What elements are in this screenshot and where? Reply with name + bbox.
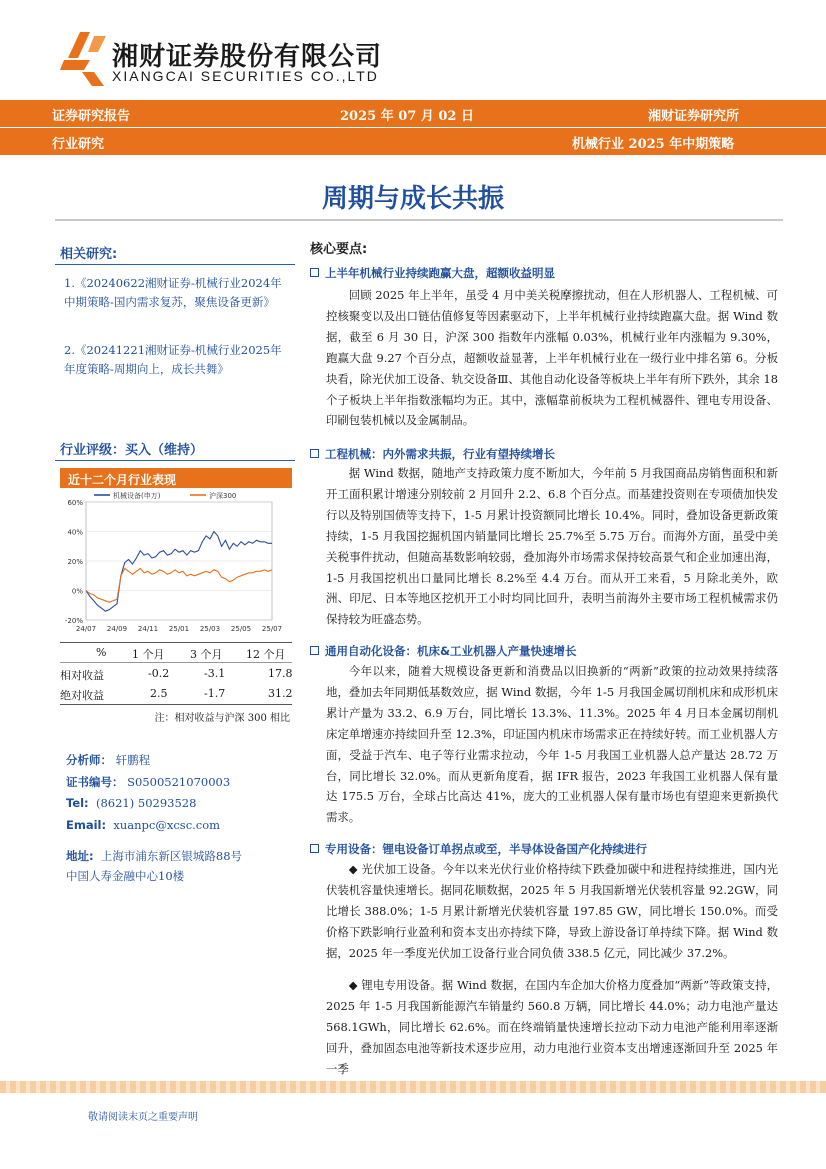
address-line-2: 中国人寿金融中心10楼 bbox=[66, 869, 185, 883]
checkbox-bullet-icon bbox=[310, 268, 319, 277]
series-line bbox=[86, 532, 272, 612]
row-value: 17.8 bbox=[268, 667, 293, 680]
row-label: 相对收益 bbox=[60, 669, 104, 682]
company-logo-icon bbox=[60, 30, 108, 88]
x-tick-label: 25/05 bbox=[230, 625, 252, 633]
row-value: 2.5 bbox=[150, 687, 168, 700]
analyst-name: 轩鹏程 bbox=[115, 753, 151, 767]
row-value: -1.7 bbox=[204, 687, 226, 700]
performance-chart bbox=[60, 488, 292, 638]
email-line bbox=[66, 818, 220, 832]
table-row bbox=[60, 665, 292, 683]
related-research-heading: 相关研究: bbox=[60, 247, 118, 262]
table-header-row bbox=[60, 644, 292, 662]
table-header-cell: 3 个月 bbox=[190, 648, 223, 661]
table-row bbox=[60, 685, 292, 703]
address-line-2-wrap bbox=[66, 868, 184, 884]
title-divider bbox=[55, 219, 783, 221]
legend-label: 机械设备(申万) bbox=[113, 492, 161, 500]
section-paragraph: 回顾 2025 年上半年，虽受 4 月中美关税摩擦扰动，但在人形机器人、工程机械、可控核聚变以及出口链估值修复等因素驱动下，上半年机械行业持续跑赢大盘。据 Wind 数据，截至 6 月 30 日，沪深 300 指数年内涨幅 0.03%，机械行业年内涨幅为 9.30%，跑赢大盘 9.27 个百分点，超额收益显著，上半年机械行业在一级行业中排名第 6。分板块看，除光伏加工设备、轨交设备Ⅲ、其他自动化设备等板块上半年有所下跌外，其余 18 个子板块上半年指数涨幅均为正。其中，涨幅靠前板块为工程机械器件、锂电专用设备、印刷包装机械以及金属制品。 bbox=[326, 288, 778, 428]
section-heading: 上半年机械行业持续跑赢大盘，超额收益明显 bbox=[310, 265, 555, 281]
tel-line bbox=[66, 796, 196, 810]
tel-number: (8621) 50293528 bbox=[95, 796, 197, 810]
table-note: 注：相对收益与沪深 300 相比 bbox=[154, 713, 290, 724]
table-mid-rule bbox=[60, 662, 292, 663]
row-label: 绝对收益 bbox=[60, 689, 104, 702]
y-tick-label: 60% bbox=[67, 499, 83, 507]
related-report-link[interactable]: 1.《20240622湘财证券-机械行业2024年中期策略-国内需求复苏，聚焦设备更新》 bbox=[64, 276, 282, 309]
tel-label: Tel: bbox=[66, 796, 89, 810]
rating-divider bbox=[55, 460, 295, 461]
x-tick-label: 24/11 bbox=[137, 625, 159, 633]
email-address[interactable]: xuanpc@xcsc.com bbox=[113, 818, 221, 832]
page-title: 周期与成长共振 bbox=[321, 184, 504, 214]
row-value: 31.2 bbox=[268, 687, 293, 700]
industry-rating: 行业评级：买入（维持） bbox=[60, 443, 204, 458]
core-points-heading: 核心要点: bbox=[310, 242, 368, 257]
institute-name: 湘财证券研究所 bbox=[648, 109, 740, 124]
footer-band bbox=[0, 1081, 826, 1093]
section-heading: 工程机械：内外需求共振，行业有望持续增长 bbox=[310, 446, 555, 462]
address-line bbox=[66, 848, 242, 864]
section-heading: 专用设备：锂电设备订单拐点或至，半导体设备国产化持续进行 bbox=[310, 841, 647, 857]
disclaimer-note: 敬请阅读末页之重要声明 bbox=[88, 1112, 198, 1123]
cert-number: S0500521070003 bbox=[127, 775, 231, 789]
checkbox-bullet-icon bbox=[310, 844, 319, 853]
legend-label: 沪深300 bbox=[209, 492, 237, 500]
related-research-divider bbox=[55, 264, 295, 265]
table-bottom-rule bbox=[60, 704, 292, 705]
report-type: 证券研究报告 bbox=[52, 109, 131, 124]
header-band-top bbox=[0, 100, 826, 127]
address-label: 地址: bbox=[66, 849, 94, 863]
section-paragraph: ◆ 光伏加工设备。今年以来光伏行业价格持续下跌叠加碳中和进程持续推进，国内光伏装机容量快速增长。据同花顺数据，2025 年 5 月我国新增光伏装机容量 92.2GW，同比增长 388.0%；1-5 月累计新增光伏装机容量 197.85 GW，同比增长 150.0%。而受价格下跌影响行业盈利和资本支出亦持续下降，导致上游设备订单持续下降。据 Wind 数据，2025 年一季度光伏加工设备行业合同负债 338.5 亿元，同比减少 37.2%。 bbox=[326, 862, 778, 960]
analyst-line bbox=[66, 752, 150, 768]
analyst-label: 分析师： bbox=[66, 753, 112, 767]
header-band-bottom bbox=[0, 128, 826, 155]
report-date: 2025 年 07 月 02 日 bbox=[340, 109, 474, 124]
report-category: 行业研究 bbox=[52, 137, 105, 152]
y-tick-label: 20% bbox=[67, 558, 83, 566]
table-top-rule bbox=[60, 642, 292, 643]
checkbox-bullet-icon bbox=[310, 646, 319, 655]
y-tick-label: 40% bbox=[67, 528, 83, 537]
row-value: -0.2 bbox=[148, 667, 170, 680]
x-tick-label: 24/09 bbox=[106, 625, 128, 633]
x-tick-label: 25/07 bbox=[261, 625, 283, 633]
table-header-cell: 1 个月 bbox=[132, 648, 165, 661]
series-line bbox=[86, 568, 272, 602]
company-name-cn: 湘财证券股份有限公司 bbox=[112, 42, 383, 72]
address-line-1: 上海市浦东新区银城路88号 bbox=[100, 849, 243, 863]
section-paragraph: 今年以来，随着大规模设备更新和消费品以旧换新的“两新”政策的拉动效果持续落地，叠加去年同期低基数效应，据 Wind 数据，今年 1-5 月我国金属切削机床和成形机床累计产量为 33.2、6.9 万台，同比增长 13.3%、11.3%。2025 年 4 月日本金属切削机床定单增速亦持续回升至 12.3%，印证国内机床市场需求正在持续好转。而工业机器人方面，受益于汽车、电子等行业需求拉动，今年 1-5 月我国工业机器人总产量达 28.72 万台，同比增长 32.0%。而从更新角度看，据 IFR 报告，2023 年我国工业机器人保有量达 175.5 万台，全球占比高达 41%，庞大的工业机器人保有量市场也有望迎来更新换代需求。 bbox=[326, 664, 778, 825]
related-report-link[interactable]: 2.《20241221湘财证券-机械行业2025年年度策略-周期向上，成长共舞》 bbox=[64, 343, 282, 376]
section-heading: 通用自动化设备：机床&工业机器人产量快速增长 bbox=[310, 643, 577, 659]
row-value: -3.1 bbox=[204, 667, 226, 680]
x-tick-label: 25/03 bbox=[199, 625, 221, 633]
table-header-cell: % bbox=[96, 646, 107, 659]
report-name: 机械行业 2025 年中期策略 bbox=[572, 137, 735, 152]
performance-heading: 近十二个月行业表现 bbox=[60, 468, 292, 488]
x-tick-label: 25/01 bbox=[168, 625, 190, 633]
table-header-cell: 12 个月 bbox=[246, 648, 286, 661]
section-paragraph: ◆ 锂电专用设备。据 Wind 数据，在国内车企加大价格力度叠加“两新”等政策支持，2025 年 1-5 月我国新能源汽车销量约 560.8 万辆，同比增长 44.0%；动力电池产量达 568.1GWh，同比增长 62.6%。而在终端销量快速增长拉动下动力电池产能利用率逐渐回升，叠加固态电池等新技术逐步应用，动力电池行业资本支出增速逐渐回升至 2025 年一季 bbox=[326, 978, 778, 1076]
cert-line bbox=[66, 774, 230, 790]
email-label: Email: bbox=[66, 818, 107, 832]
x-tick-label: 24/07 bbox=[75, 625, 97, 633]
y-tick-label: -20% bbox=[64, 617, 83, 625]
cert-label: 证书编号： bbox=[66, 775, 124, 789]
checkbox-bullet-icon bbox=[310, 449, 319, 458]
section-paragraph: 据 Wind 数据，随地产支持政策力度不断加大，今年前 5 月我国商品房销售面积和新开工面积累计增速分别较前 2 月回升 2.2、6.8 个百分点。而基建投资则在专项债加快发行以及特别国债等支持下，1-5 月累计投资额同比增长 10.4%。同时，叠加设备更新政策持续，1-5 月我国挖掘机国内销量同比增长 25.7%至 5.75 万台。而海外方面，虽受中美关税事件扰动，但随高基数影响较弱，叠加海外市场需求保持较高景气和企业加速出海，1-5 月我国挖机出口量同比增长 8.2%至 4.4 万台。而从开工来看，5 月除北美外，欧洲、印尼、日本等地区挖机开工小时均同比回升，表明当前海外主要市场工程机械需求仍保持较为旺盛态势。 bbox=[326, 466, 778, 627]
company-name-en: XIANGCAI SECURITIES CO.,LTD bbox=[112, 68, 379, 84]
y-tick-label: 0% bbox=[71, 587, 83, 596]
